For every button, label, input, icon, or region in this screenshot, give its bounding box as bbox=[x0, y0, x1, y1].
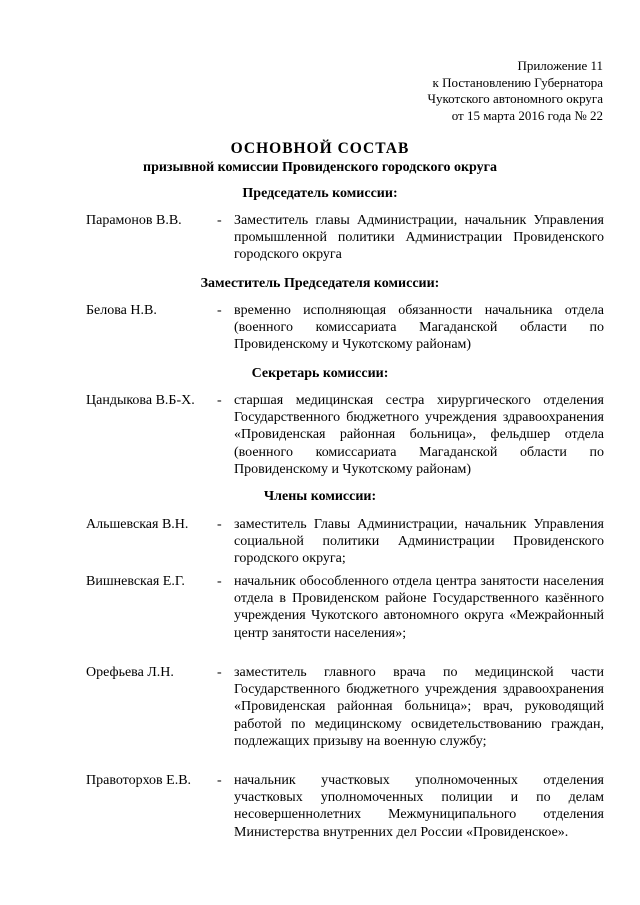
member-position: начальник обособленного отдела центра занятости населения отдела в Провиденском районе Государственного казённого учреждения Чукотского автономного округа «Межрайонный центр занятости населения»; bbox=[234, 574, 604, 641]
member-name: Цандыкова В.Б-Х. bbox=[86, 393, 195, 408]
appendix-line-1: Приложение 11 bbox=[517, 58, 603, 73]
section-heading-deputy: Заместитель Председателя комиссии: bbox=[200, 276, 440, 291]
member-position: Заместитель главы Администрации, начальник Управления промышленной политики Администрации Провиденского городского округа bbox=[234, 213, 604, 263]
member-position: временно исполняющая обязанности начальника отдела (военного комиссариата Магаданской области по Провиденскому и Чукотскому районам) bbox=[234, 303, 604, 353]
document-title: ОСНОВНОЙ СОСТАВ bbox=[230, 140, 410, 157]
appendix-line-2: к Постановлению Губернатора bbox=[432, 74, 603, 90]
appendix-line-3: Чукотского автономного округа bbox=[427, 91, 603, 106]
member-dash: - bbox=[217, 517, 222, 532]
member-name: Парамонов В.В. bbox=[86, 213, 182, 228]
member-name: Орефьева Л.Н. bbox=[86, 665, 174, 680]
member-position: начальник участковых уполномоченных отделения участковых уполномоченных полиции и по делам несовершеннолетних Межмуниципального отделения Министерства внутренних дел России «Провиденское». bbox=[234, 773, 604, 840]
member-name: Альшевская В.Н. bbox=[86, 517, 189, 532]
member-dash: - bbox=[217, 213, 222, 228]
appendix-line-4: от 15 марта 2016 года № 22 bbox=[451, 107, 603, 123]
member-position: заместитель Главы Администрации, начальник Управления социальной политики Администрации Провиденского городского округа; bbox=[234, 517, 604, 567]
member-dash: - bbox=[217, 393, 222, 408]
member-dash: - bbox=[217, 574, 222, 589]
member-position: заместитель главного врача по медицинской части Государственного бюджетного учреждения здравоохранения «Провиденская районная больница»; врач, руководящий работой по медицинскому освидетельствованию граждан, подлежащих призыву на военную службу; bbox=[234, 665, 604, 749]
appendix-header bbox=[428, 58, 603, 124]
member-dash: - bbox=[217, 773, 222, 788]
member-name: Белова Н.В. bbox=[86, 303, 157, 318]
document-subtitle: призывной комиссии Провиденского городского округа bbox=[143, 160, 497, 175]
member-name: Вишневская Е.Г. bbox=[86, 574, 185, 589]
section-heading-chairman: Председатель комиссии: bbox=[242, 186, 398, 201]
member-name: Правоторхов Е.В. bbox=[86, 773, 192, 788]
member-dash: - bbox=[217, 303, 222, 318]
section-heading-members: Члены комиссии: bbox=[263, 489, 377, 504]
member-dash: - bbox=[217, 665, 222, 680]
member-position: старшая медицинская сестра хирургического отделения Государственного бюджетного учреждения здравоохранения «Провиденская районная больница», фельдшер отдела (военного комиссариата Магаданской области по Провиденскому и Чукотскому районам) bbox=[234, 393, 604, 477]
section-heading-secretary: Секретарь комиссии: bbox=[251, 366, 389, 381]
